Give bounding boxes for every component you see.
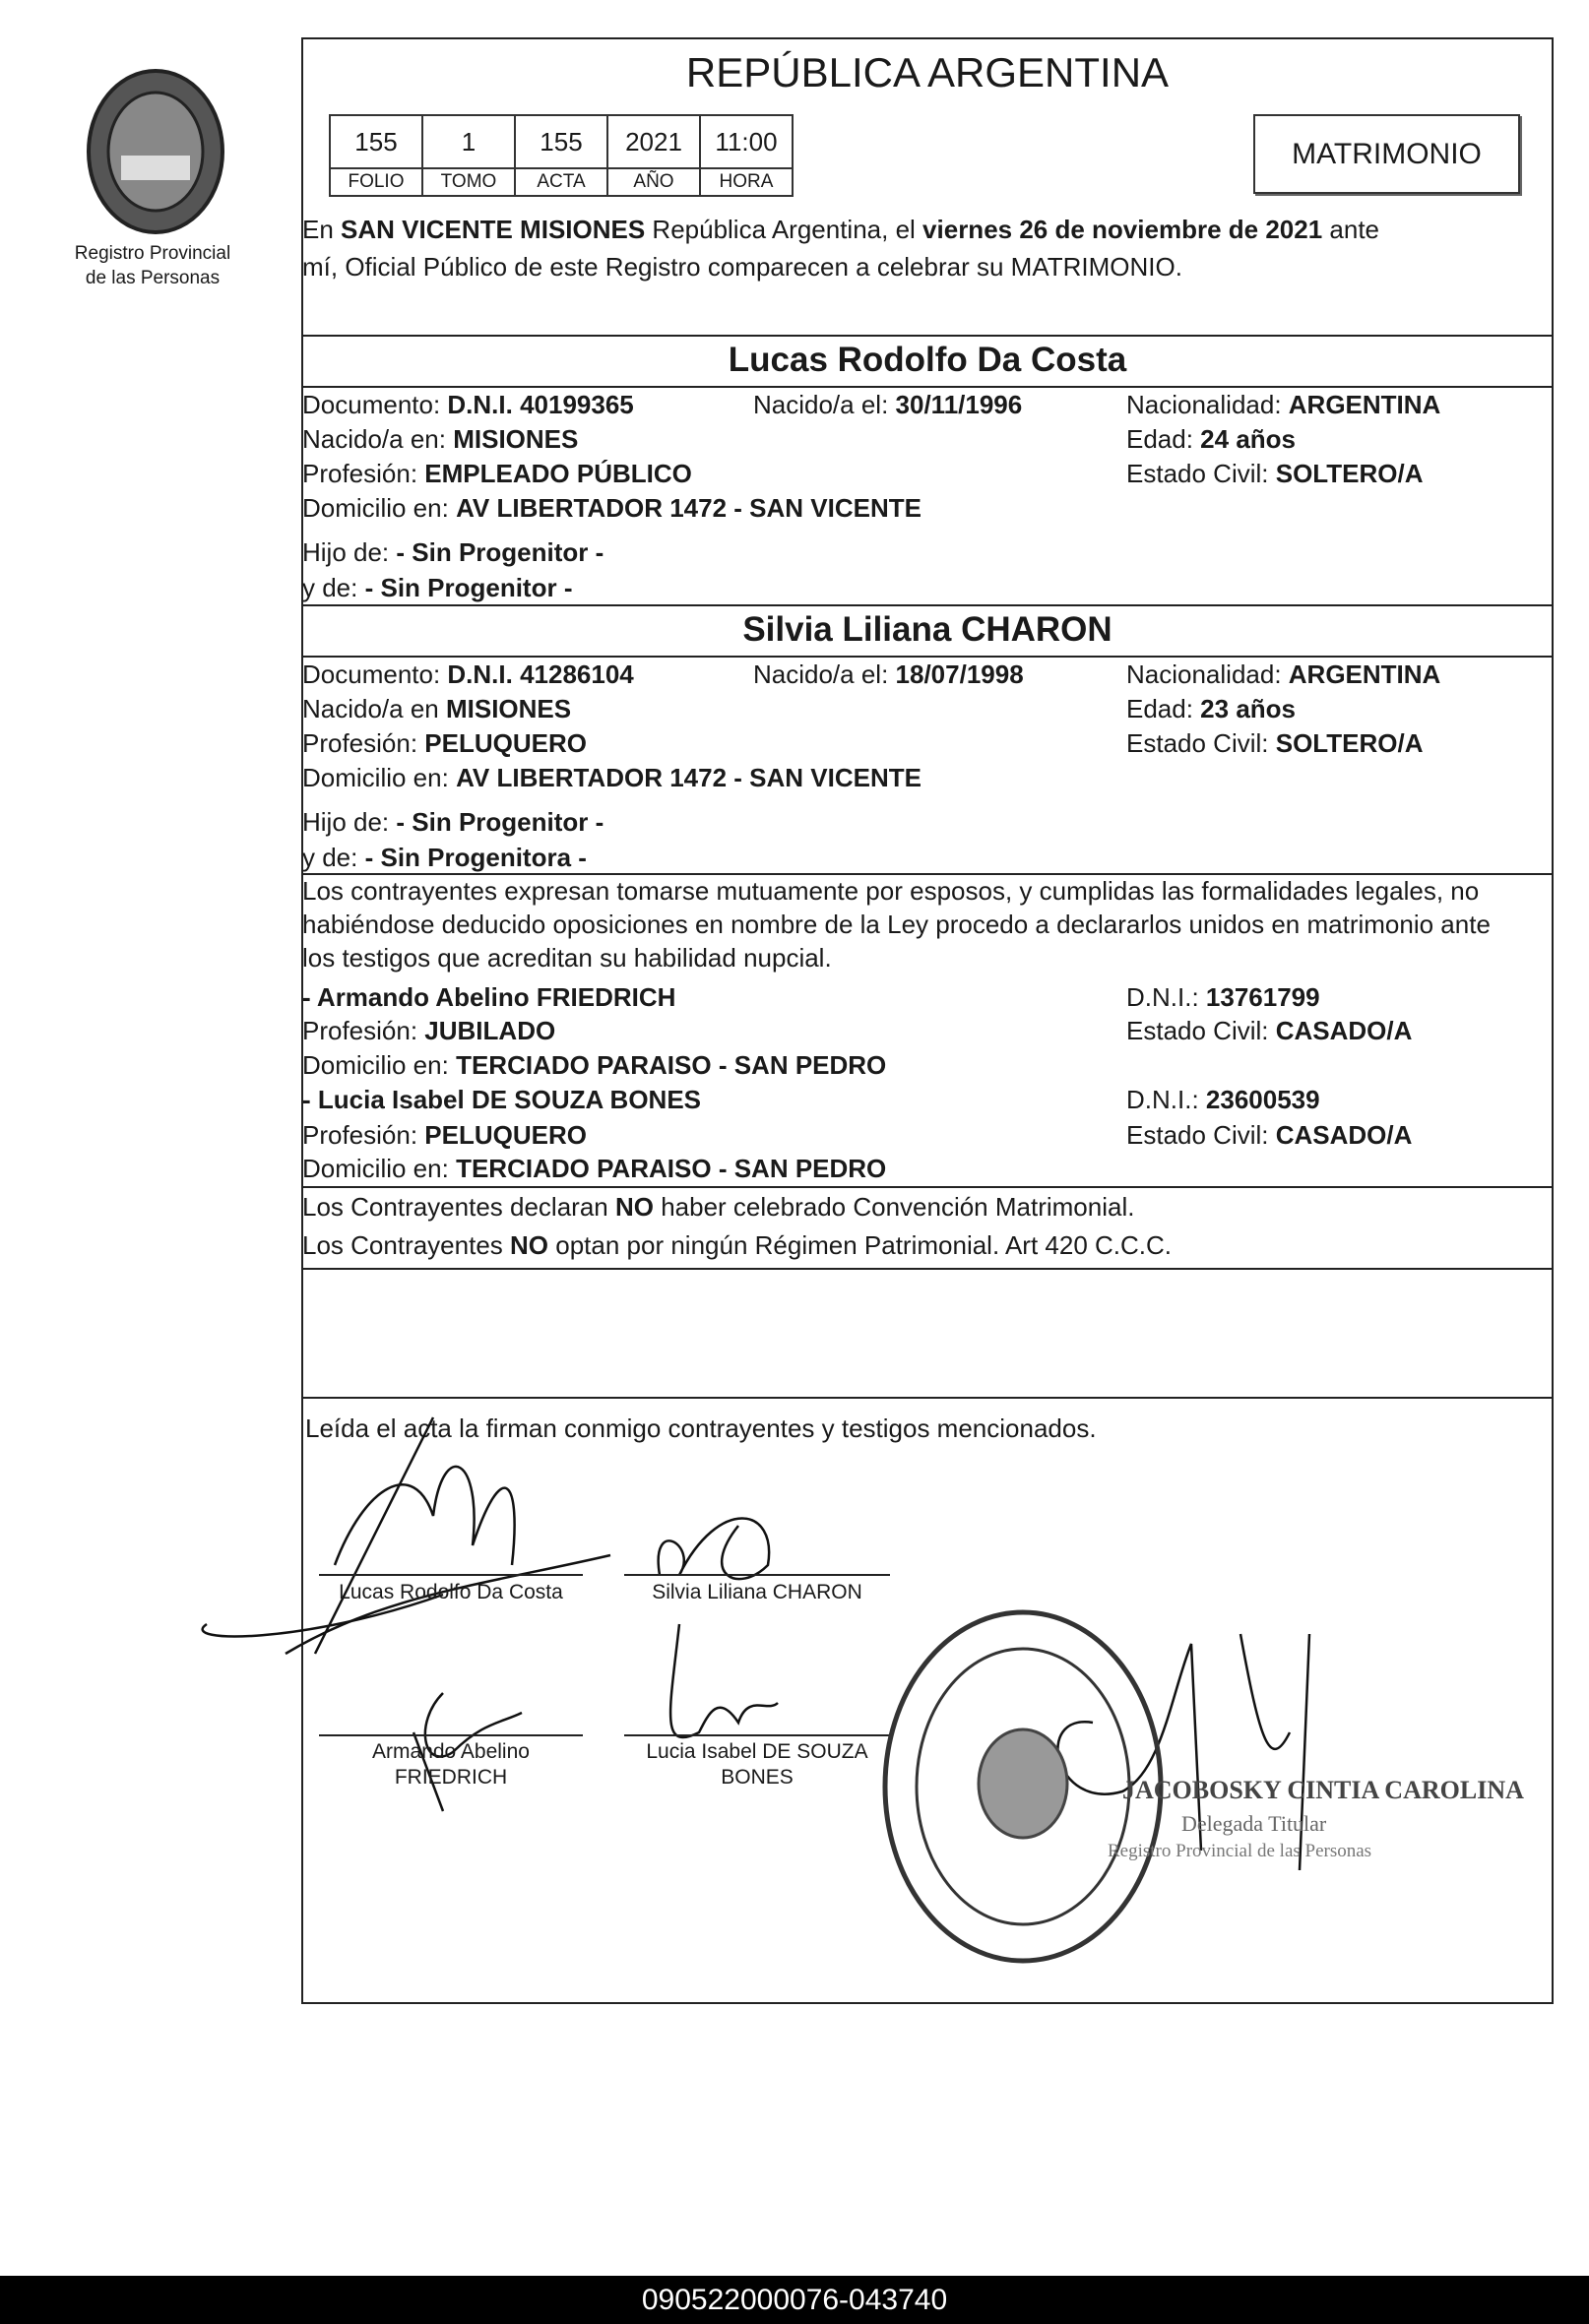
document-code-footer: 090522000076-043740 [0,2276,1589,2324]
spouse2-profession: Profesión: PELUQUERO [302,728,587,758]
spouse2-civil-status: Estado Civil: SOLTERO/A [1126,728,1424,758]
spouse1-birthdate: Nacido/a el: 30/11/1996 [753,390,1023,419]
signature-label-witness1-a: Armando Abelino [372,1740,530,1763]
seal-icon [82,67,229,237]
regime-line1: Los Contrayentes declaran NO haber celebrado Convención Matrimonial. [302,1192,1135,1222]
acta-label: ACTA [515,168,607,196]
signature-line [624,1574,890,1576]
signature-label-witness1-b: FRIEDRICH [394,1766,508,1789]
divider [301,1186,1554,1188]
spouse1-birthplace: Nacido/a en: MISIONES [302,424,579,454]
spouse2-name: Silvia Liliana CHARON [742,610,1112,649]
declaration-line2: habiéndose deducido oposiciones en nombre de la Ley procedo a declararlos unidos en matrimonio ante [302,910,1491,939]
handwritten-signatures [187,1398,1467,1969]
spouse1-civil-status: Estado Civil: SOLTERO/A [1126,459,1424,488]
intro-line2: mí, Oficial Público de este Registro comparecen a celebrar su MATRIMONIO. [302,252,1182,282]
folio-value: 155 [330,115,422,168]
witness1-civil-status: Estado Civil: CASADO/A [1126,1016,1413,1045]
spouse1-nationality: Nacionalidad: ARGENTINA [1126,390,1441,419]
divider [301,873,1554,875]
declaration-line3: los testigos que acreditan su habilidad nupcial. [302,943,832,973]
witness1-profession: Profesión: JUBILADO [302,1016,556,1045]
signature-label-witness2-a: Lucia Isabel DE SOUZA [646,1740,868,1763]
tomo-label: TOMO [422,168,515,196]
declaration-line1: Los contrayentes expresan tomarse mutuamente por esposos, y cumplidas las formalidades legales, no [302,876,1480,906]
signature-label-spouse2: Silvia Liliana CHARON [652,1581,862,1603]
signature-label-witness2-b: BONES [721,1766,794,1789]
read-statement: Leída el acta la firman conmigo contrayentes y testigos mencionados. [305,1413,1097,1443]
spouse1-address: Domicilio en: AV LIBERTADOR 1472 - SAN VICENTE [302,493,922,523]
witness1-address: Domicilio en: TERCIADO PARAISO - SAN PEDRO [302,1050,887,1080]
divider [301,335,1554,337]
witness2-profession: Profesión: PELUQUERO [302,1120,587,1150]
spouse2-document: Documento: D.N.I. 41286104 [302,660,634,689]
country-title: REPÚBLICA ARGENTINA [685,49,1170,95]
spouse1-name: Lucas Rodolfo Da Costa [728,341,1127,379]
signature-label-spouse1: Lucas Rodolfo Da Costa [339,1581,563,1603]
divider [301,386,1554,388]
year-label: AÑO [607,168,700,196]
spouse2-parent2: y de: - Sin Progenitora - [302,843,587,872]
witness2-dni: D.N.I.: 23600539 [1126,1085,1320,1114]
tomo-value: 1 [422,115,515,168]
spouse2-birthplace: Nacido/a en MISIONES [302,694,572,723]
acta-value: 155 [515,115,607,168]
year-value: 2021 [607,115,700,168]
spouse1-parent1: Hijo de: - Sin Progenitor - [302,537,604,567]
spouse1-document: Documento: D.N.I. 40199365 [302,390,634,419]
signature-line [624,1734,890,1736]
hour-label: HORA [700,168,793,196]
divider [301,604,1554,606]
folio-table [329,114,794,197]
spouse1-parent2: y de: - Sin Progenitor - [302,573,573,602]
logo-text-line2: de las Personas [85,268,221,288]
signature-line [319,1574,583,1576]
spouse1-profession: Profesión: EMPLEADO PÚBLICO [302,459,692,488]
spouse2-address: Domicilio en: AV LIBERTADOR 1472 - SAN VICENTE [302,763,922,792]
regime-line2: Los Contrayentes NO optan por ningún Régimen Patrimonial. Art 420 C.C.C. [302,1230,1173,1260]
spouse2-parent1: Hijo de: - Sin Progenitor - [302,807,604,837]
spouse1-age: Edad: 24 años [1126,424,1296,454]
witness2-civil-status: Estado Civil: CASADO/A [1126,1120,1413,1150]
hour-value: 11:00 [700,115,793,168]
witness2-address: Domicilio en: TERCIADO PARAISO - SAN PEDRO [302,1154,887,1183]
official-office: Registro Provincial de las Personas [1108,1841,1372,1861]
witness2-name: - Lucia Isabel DE SOUZA BONES [302,1085,702,1114]
spouse2-nationality: Nacionalidad: ARGENTINA [1126,660,1441,689]
spouse2-age: Edad: 23 años [1126,694,1296,723]
official-name: JACOBOSKY CINTIA CAROLINA [1122,1776,1524,1804]
witness1-dni: D.N.I.: 13761799 [1126,982,1320,1012]
divider [301,1268,1554,1270]
logo-text-line1: Registro Provincial [74,243,231,264]
record-kind-box: MATRIMONIO [1253,114,1520,194]
signature-line [319,1734,583,1736]
spouse2-birthdate: Nacido/a el: 18/07/1998 [753,660,1024,689]
intro-line1: En SAN VICENTE MISIONES República Argentina, el viernes 26 de noviembre de 2021 ante [302,215,1379,244]
official-role: Delegada Titular [1181,1811,1327,1836]
folio-label: FOLIO [330,168,422,196]
witness1-name: - Armando Abelino FRIEDRICH [302,982,676,1012]
divider [301,656,1554,658]
